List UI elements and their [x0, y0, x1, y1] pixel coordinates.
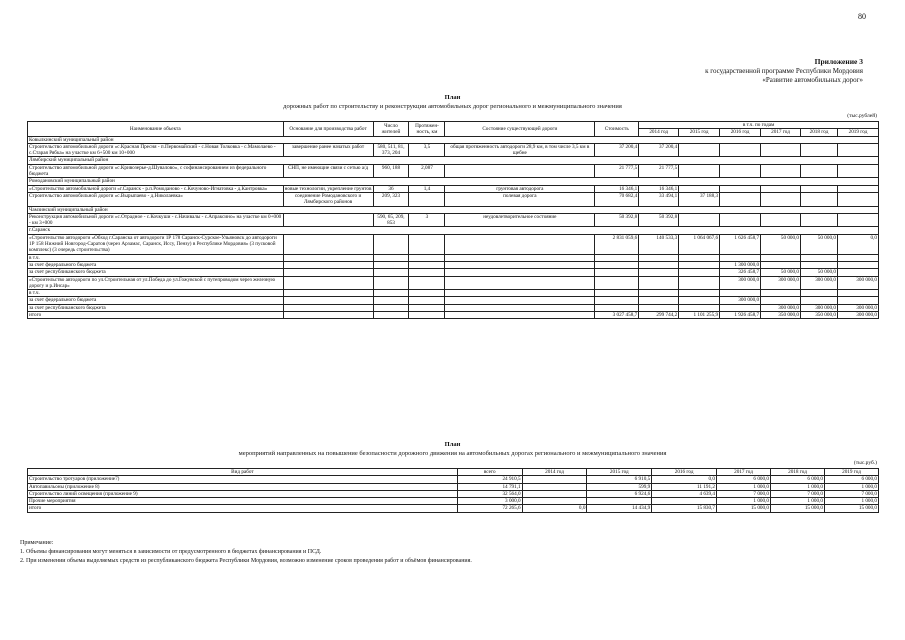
- year-value: 326 458,7: [720, 269, 761, 276]
- amount: 15 830,7: [652, 505, 717, 512]
- appendix-line1: к государственной программе Республики Мордовия: [705, 67, 863, 75]
- object-name: в т.ч.: [28, 254, 284, 261]
- year-value: [639, 261, 679, 268]
- cost: 21 777,5: [595, 164, 639, 178]
- length: [409, 254, 445, 261]
- table-row: [28, 269, 879, 276]
- table-row: [28, 476, 879, 483]
- year-value: [761, 185, 801, 192]
- year-value: 1 926 458,7: [720, 312, 761, 319]
- object-name: за счет федерального бюджета: [28, 297, 284, 304]
- amount: 7 000,0: [770, 490, 824, 497]
- year-header: всего: [457, 469, 522, 476]
- appendix-header: [705, 57, 863, 85]
- cost: 2 831 059,6: [595, 234, 639, 254]
- year-value: [761, 297, 801, 304]
- road-state: [445, 312, 595, 319]
- amount: 0,0: [522, 505, 587, 512]
- year-value: [679, 164, 720, 178]
- object-name: «Строительство автодороги по ул.Строительная от ул.Победа до ул.Гожувской с путепроводом через железную дорогу и р.Инсар»: [28, 276, 284, 290]
- amount: 1 000,0: [770, 498, 824, 505]
- road-state: [445, 254, 595, 261]
- object-name: Строительство автомобильной дороги «с.Вырыпаево - д.Николаевка»: [28, 192, 284, 206]
- year-value: 300 000,0: [761, 304, 801, 311]
- amount: 1 000,0: [824, 498, 878, 505]
- year-header: 2017 год: [761, 129, 801, 136]
- year-value: [801, 185, 838, 192]
- amount: 1 000,0: [770, 483, 824, 490]
- amount: 15 000,0: [824, 505, 878, 512]
- work-basis: [283, 234, 373, 254]
- work-type: Прочие мероприятия: [28, 498, 458, 505]
- year-value: 1 300 000,0: [720, 261, 761, 268]
- length: 3,5: [409, 143, 445, 157]
- work-basis: СНП, не имеющие связи с сетью а/д: [283, 164, 373, 178]
- year-value: [639, 269, 679, 276]
- length: 2,087: [409, 164, 445, 178]
- year-header: 2016 год: [720, 129, 761, 136]
- year-value: [679, 276, 720, 290]
- amount: 72 265,6: [457, 505, 522, 512]
- appendix-line2: «Развитие автомобильных дорог»: [762, 76, 863, 84]
- year-value: 300 000,0: [761, 276, 801, 290]
- year-value: [639, 304, 679, 311]
- year-value: [801, 261, 838, 268]
- length: [409, 312, 445, 319]
- amount: [522, 498, 587, 505]
- year-value: 140 533,3: [639, 234, 679, 254]
- section-name: Ромодановский муниципальный район: [28, 178, 879, 185]
- amount: 4 639,4: [652, 490, 717, 497]
- year-value: [801, 192, 838, 206]
- section-row: [28, 206, 879, 213]
- section-name: Чамзинский муниципальный район: [28, 206, 879, 213]
- year-value: [720, 192, 761, 206]
- work-basis: [283, 269, 373, 276]
- cost: 50 392,8: [595, 213, 639, 227]
- section-row: [28, 157, 879, 164]
- amount: 7 000,0: [717, 490, 771, 497]
- year-value: [801, 213, 838, 227]
- amount: 24 910,5: [457, 476, 522, 483]
- object-name: в т.ч.: [28, 290, 284, 297]
- notes: [20, 539, 472, 566]
- object-name: за счет республиканского бюджета: [28, 269, 284, 276]
- year-value: [761, 254, 801, 261]
- section-row: [28, 136, 879, 143]
- year-value: [720, 304, 761, 311]
- amount: [587, 498, 652, 505]
- residents: [373, 297, 409, 304]
- amount: 1 000,0: [824, 483, 878, 490]
- year-value: [679, 261, 720, 268]
- year-value: 37 188,3: [679, 192, 720, 206]
- work-type: Автопавильоны (приложение 8): [28, 483, 458, 490]
- year-value: [679, 269, 720, 276]
- table-row: [28, 505, 879, 512]
- road-state: грунтовая автодорога: [445, 185, 595, 192]
- year-value: 300 000,0: [801, 276, 838, 290]
- amount: 14 791,1: [457, 483, 522, 490]
- table-row: [28, 312, 879, 319]
- table-row: [28, 213, 879, 227]
- section-row: [28, 178, 879, 185]
- year-value: [720, 290, 761, 297]
- cost: 16 346,1: [595, 185, 639, 192]
- work-basis: завершение ранее начатых работ: [283, 143, 373, 157]
- col-residents-header: Число жителей: [373, 122, 409, 137]
- table-row: [28, 143, 879, 157]
- col-basis-header: Основание для производства работ: [283, 122, 373, 137]
- cost: [595, 290, 639, 297]
- col-name-header: Наименование объекта: [28, 122, 284, 137]
- section-name: Ковылкинский муниципальный район: [28, 136, 879, 143]
- amount: 15 000,0: [717, 505, 771, 512]
- cost: [595, 254, 639, 261]
- year-value: 350 000,0: [801, 312, 838, 319]
- year-value: [679, 254, 720, 261]
- road-state: [445, 304, 595, 311]
- year-value: [679, 297, 720, 304]
- year-value: 37 200,4: [639, 143, 679, 157]
- residents: [373, 234, 409, 254]
- section-name: Лямбирский муниципальный район: [28, 157, 879, 164]
- col-years-header: в т.ч. по годам: [639, 122, 879, 129]
- year-value: 300 000,0: [837, 276, 878, 290]
- amount: 14 434,9: [587, 505, 652, 512]
- year-value: [801, 297, 838, 304]
- amount: 15 000,0: [770, 505, 824, 512]
- table-row: [28, 290, 879, 297]
- year-value: 1 101 255,9: [679, 312, 720, 319]
- year-value: [720, 164, 761, 178]
- amount: 0,0: [652, 476, 717, 483]
- object-name: «Строительство автомобильной дороги «г.Саранск - р.п.Ромоданово - с.Кочуново-Игнатовка - д.Кантровка»: [28, 185, 284, 192]
- year-value: 50 000,0: [761, 234, 801, 254]
- residents: 36: [373, 185, 409, 192]
- cost: 70 682,4: [595, 192, 639, 206]
- notes-title: Примечание:: [20, 540, 54, 546]
- year-value: [720, 213, 761, 227]
- length: [409, 269, 445, 276]
- year-value: 1 064 067,6: [679, 234, 720, 254]
- plan1-title: План: [444, 94, 461, 101]
- work-basis: [283, 213, 373, 227]
- residents: [373, 276, 409, 290]
- road-state: [445, 297, 595, 304]
- year-header: 2019 год: [837, 129, 878, 136]
- safety-table: [27, 468, 879, 513]
- year-value: 0,0: [837, 234, 878, 254]
- year-value: 300 000,0: [837, 312, 878, 319]
- amount: 32 564,0: [457, 490, 522, 497]
- work-basis: [283, 312, 373, 319]
- year-value: [837, 269, 878, 276]
- amount: [522, 476, 587, 483]
- year-value: 33 494,1: [639, 192, 679, 206]
- road-state: [445, 234, 595, 254]
- year-value: [639, 290, 679, 297]
- year-value: [761, 213, 801, 227]
- work-basis: соединение Ромодановского и Лямбирского районов: [283, 192, 373, 206]
- year-value: 50 000,0: [801, 269, 838, 276]
- work-type: Строительство тротуаров (приложение7): [28, 476, 458, 483]
- year-value: [837, 192, 878, 206]
- year-header: 2018 год: [801, 129, 838, 136]
- note-1: 1. Объемы финансирования могут меняться в зависимости от предусмотренного в бюджетах финансирования и ПСД.: [20, 549, 322, 555]
- year-value: [801, 164, 838, 178]
- year-value: [720, 143, 761, 157]
- year-header: 2015 год: [679, 129, 720, 136]
- year-value: [679, 213, 720, 227]
- table-row: [28, 304, 879, 311]
- year-value: [679, 290, 720, 297]
- object-name: за счет республиканского бюджета: [28, 304, 284, 311]
- road-state: неудовлетворительное состояние: [445, 213, 595, 227]
- year-value: [720, 185, 761, 192]
- residents: [373, 261, 409, 268]
- year-value: [837, 143, 878, 157]
- cost: [595, 269, 639, 276]
- table-row: [28, 276, 879, 290]
- plan1-units: (тыс.рублей): [847, 113, 877, 119]
- year-value: 300 000,0: [720, 276, 761, 290]
- road-state: полевая дорога: [445, 192, 595, 206]
- amount: 1 000,0: [717, 483, 771, 490]
- work-basis: новые технологии, укрепление грунтов: [284, 185, 372, 192]
- object-name: Строительство автомобильной дороги «с.Красная Пресня - п.Первомайский - с.Новая Толковка - с.Мамолаево - с.Старая Рябка» на участке км 6+500 км 10+000: [28, 143, 284, 157]
- length: [409, 192, 445, 206]
- note-2: 2. При изменении объема выделяемых средств из республиканского бюджета Республики Мордовия, возможно изменение сроков проведения работ и объёмов финансирования.: [20, 558, 472, 564]
- length: [409, 304, 445, 311]
- year-header: 2014 год: [522, 469, 587, 476]
- amount: [652, 498, 717, 505]
- road-state: [445, 290, 595, 297]
- road-state: [445, 269, 595, 276]
- year-value: [679, 185, 720, 192]
- year-value: 21 777,5: [639, 164, 679, 178]
- year-value: [761, 164, 801, 178]
- table-row: [28, 254, 879, 261]
- table-row: [28, 297, 879, 304]
- table-row: [28, 498, 879, 505]
- residents: [373, 254, 409, 261]
- object-name: итого: [28, 312, 284, 319]
- year-value: [639, 254, 679, 261]
- year-value: [801, 143, 838, 157]
- amount: 6 000,0: [717, 476, 771, 483]
- cost: 37 200,4: [595, 143, 639, 157]
- year-value: [761, 261, 801, 268]
- work-type: Строительство линий освещения (приложение 9): [28, 490, 458, 497]
- road-state: [445, 276, 595, 290]
- length: 1,4: [409, 185, 445, 192]
- work-type: итого: [28, 505, 458, 512]
- cost: [595, 297, 639, 304]
- year-value: [837, 213, 878, 227]
- roadworks-table: [27, 121, 879, 319]
- residents: [373, 269, 409, 276]
- year-header: 2016 год: [652, 469, 717, 476]
- year-value: [837, 290, 878, 297]
- year-value: 50 392,8: [639, 213, 679, 227]
- residents: [373, 290, 409, 297]
- year-value: [837, 254, 878, 261]
- year-value: [837, 297, 878, 304]
- table-row: [28, 490, 879, 497]
- work-type-header: Вид работ: [28, 469, 458, 476]
- year-value: 300 000,0: [801, 304, 838, 311]
- work-basis: [283, 290, 373, 297]
- length: [409, 234, 445, 254]
- table-row: [28, 261, 879, 268]
- year-header: 2019 год: [824, 469, 878, 476]
- object-name: Реконструкция автомобильной дороги «с.Отрадное - с.Кочкуши - с.Начивалы - с.Апраксино» на участке км 0+000 - км 3+000: [29, 213, 282, 227]
- residents: 580, 511, 81, 373, 204: [373, 143, 409, 157]
- plan2-title: План: [444, 441, 461, 448]
- year-value: [837, 185, 878, 192]
- work-basis: [283, 276, 373, 290]
- section-row: [28, 227, 879, 234]
- table-row: [28, 234, 879, 254]
- year-value: 50 000,0: [801, 234, 838, 254]
- year-value: 1 626 458,7: [720, 234, 761, 254]
- col-length-header: Протяжен-ность, км: [409, 122, 445, 137]
- year-value: 350 000,0: [761, 312, 801, 319]
- year-value: [679, 143, 720, 157]
- table-row: [28, 192, 879, 206]
- year-header: 2018 год: [770, 469, 824, 476]
- year-value: 50 000,0: [761, 269, 801, 276]
- length: [409, 261, 445, 268]
- year-value: 16 346,1: [639, 185, 679, 192]
- year-header: 2017 год: [717, 469, 771, 476]
- work-basis: [283, 297, 373, 304]
- cost: [595, 304, 639, 311]
- year-value: [720, 254, 761, 261]
- cost: [595, 276, 639, 290]
- cost: [595, 261, 639, 268]
- plan2-subtitle: мероприятий направленных на повышение безопасности дорожного движения на автомобильных дорогах регионального и межмуниципального значения: [238, 450, 667, 457]
- residents: [373, 304, 409, 311]
- table-row: [28, 483, 879, 490]
- amount: 6 000,0: [770, 476, 824, 483]
- appendix-title: Приложение 3: [814, 57, 863, 66]
- residents: 960, 188: [373, 164, 409, 178]
- residents: [373, 312, 409, 319]
- amount: 1 000,0: [717, 498, 771, 505]
- residents: 209, 323: [373, 192, 409, 206]
- plan1-subtitle: дорожных работ по строительству и реконструкции автомобильных дорог регионального и межмуниципального значения: [283, 103, 622, 110]
- work-basis: [283, 254, 373, 261]
- year-value: [639, 297, 679, 304]
- year-value: [837, 261, 878, 268]
- amount: 11 191,2: [652, 483, 717, 490]
- length: [409, 276, 445, 290]
- year-value: [761, 143, 801, 157]
- amount: [522, 490, 587, 497]
- year-value: 300 000,0: [720, 297, 761, 304]
- work-basis: [283, 261, 373, 268]
- residents: 590, 65, 209, 853: [373, 213, 409, 227]
- year-value: [761, 192, 801, 206]
- table-row: [28, 164, 879, 178]
- table-row: [28, 185, 879, 192]
- cost: 3 027 458,7: [595, 312, 639, 319]
- year-value: 300 000,0: [837, 304, 878, 311]
- length: [409, 297, 445, 304]
- amount: 3 000,0: [457, 498, 522, 505]
- object-name: Строительство автомобильной дороги «с.Кривозерье-д.Шувалово», с софинансированием из федерального бюджета: [28, 164, 284, 178]
- object-name: «Строительство автодороги «Обход г.Саранска от автодороги 1Р 178 Саранск-Сурское-Ульяновск до автодороги 1Р 158 Нижний Новгород-Саратов (через Арзамас, Саранск, Исcу, Пензу) в Республике Мордовия» (3 пусковой комплекс) (3 очередь строительства): [28, 234, 284, 254]
- amount: 6 000,0: [824, 476, 878, 483]
- work-basis: [283, 304, 373, 311]
- year-value: [639, 276, 679, 290]
- road-state: [445, 261, 595, 268]
- year-value: [801, 254, 838, 261]
- object-name: за счет федерального бюджета: [28, 261, 284, 268]
- year-header: 2014 год: [639, 129, 679, 136]
- amount: 599,9: [587, 483, 652, 490]
- page-number: 80: [858, 12, 866, 21]
- col-state-header: Состояние существующей дороги: [445, 122, 595, 137]
- year-value: [837, 164, 878, 178]
- year-value: [801, 290, 838, 297]
- road-state: [445, 164, 595, 178]
- year-value: [679, 304, 720, 311]
- length: 3: [409, 213, 445, 227]
- year-value: 299 744,2: [639, 312, 679, 319]
- year-header: 2015 год: [587, 469, 652, 476]
- road-state: общая протяженность автодороги 28,9 км, в том числе 3,5 км в щебне: [445, 143, 595, 157]
- plan2-units: (тыс.руб.): [853, 460, 877, 466]
- year-value: [761, 290, 801, 297]
- amount: 6 924,6: [587, 490, 652, 497]
- col-cost-header: Стоимость: [595, 122, 639, 137]
- amount: 6 910,5: [587, 476, 652, 483]
- amount: [522, 483, 587, 490]
- amount: 7 000,0: [824, 490, 878, 497]
- length: [409, 290, 445, 297]
- section-name: г.Саранск: [28, 227, 879, 234]
